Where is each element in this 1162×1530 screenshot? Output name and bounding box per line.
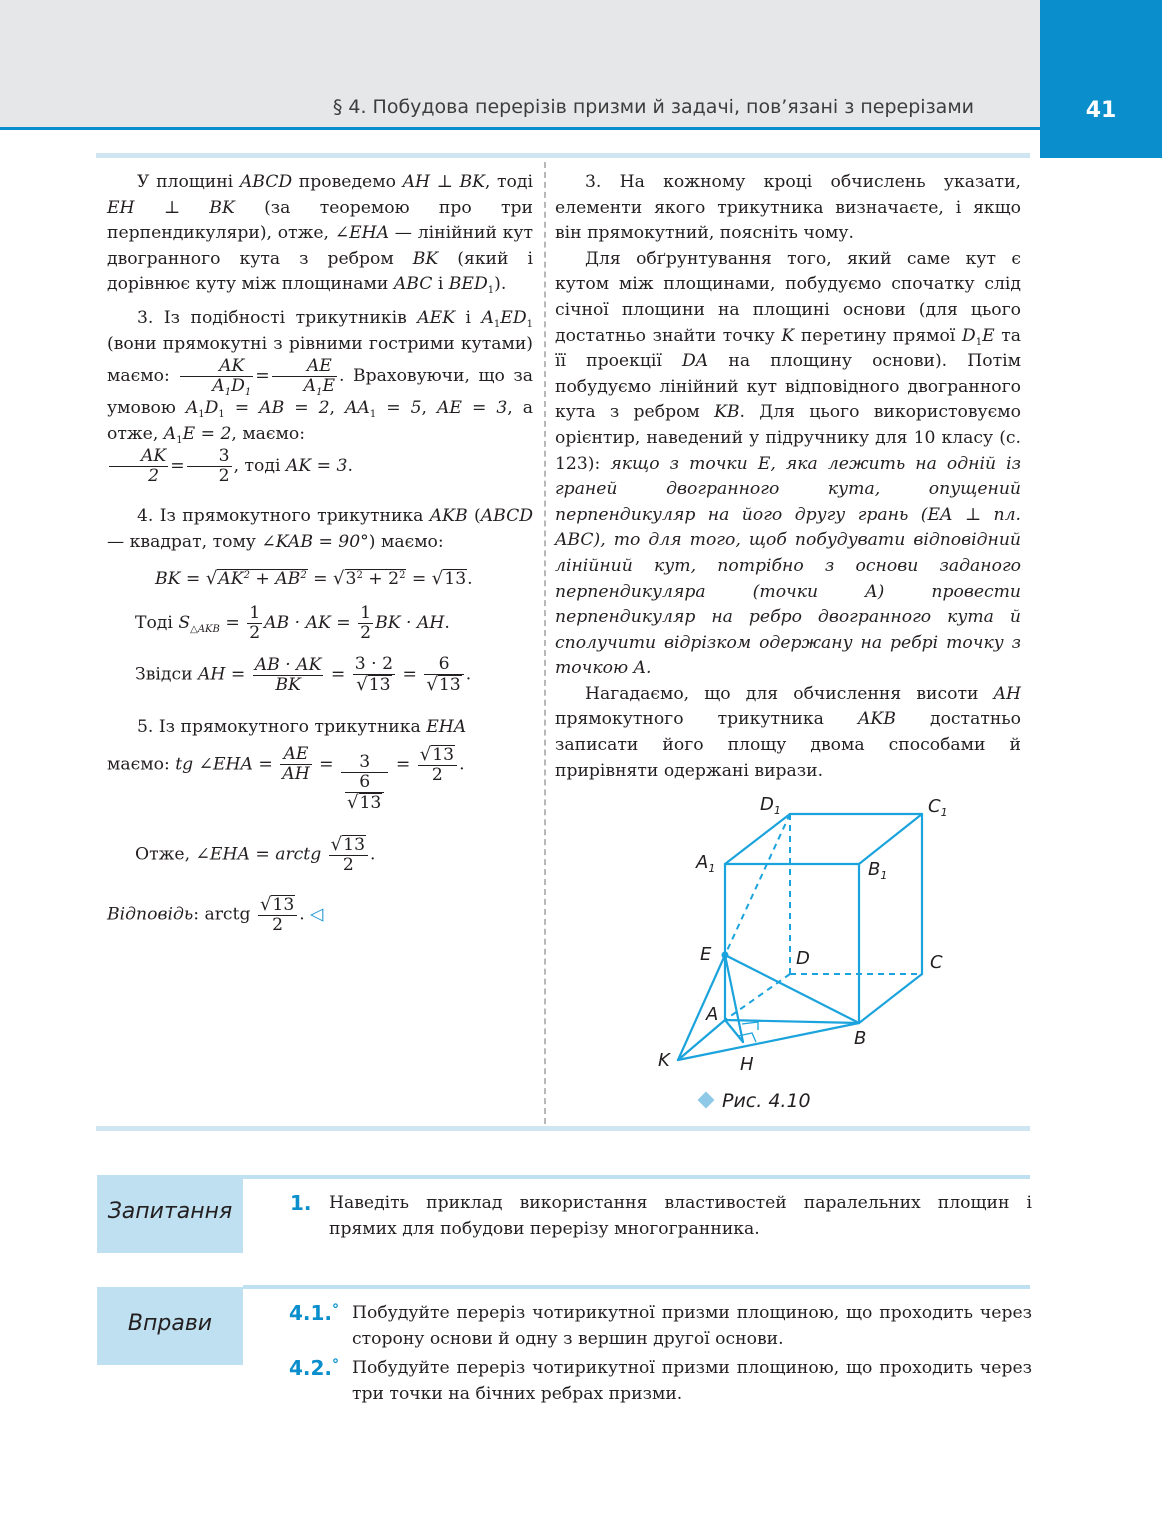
exercise-text-4-1: Побудуйте переріз чотирикутної призми площиною, що проходить через сторону основи й одну з вершин другої основи. [352,1303,1032,1349]
prism-figure [640,780,980,1120]
paragraph-step-3: 3. Із подібності трикутників AEK і $A_1ED_1$ (вони прямокутні з рівними гострими кутами) маємо: $\frac{AK}{A_1D_1}$ = $\frac{AE}{A_1E}$ . Враховуючи, що за умовою $A_1D_1$ = AB = 2, $AA_1 = 5$, AE = 3, а отже, $A_1E = 2$, маємо: $\frac{AK}{2}$ = $\frac{3}{2}$ , тоді AK = 3. [107,307,534,487]
column-divider [544,162,546,1124]
questions-label-box: Запитання [97,1175,243,1253]
label-A1: $A_1$ [696,852,716,875]
exercises-label-box: Вправи [97,1287,243,1365]
line-E-B [725,955,859,1023]
top-rule [96,153,1030,158]
end-of-solution-icon: ◁ [310,904,324,925]
fraction-half: $\frac{1}{2}$ [360,603,372,644]
fraction-ak-a1d1: $\frac{AK}{A_1D_1}$ [180,357,253,396]
left-column [107,170,533,935]
label-E: E [700,944,712,965]
fraction-ae-ah: $\frac{AE}{AH}$ [282,744,310,785]
paragraph-step-4: 4. Із прямокутного трикутника AKB (ABCD — квадрат, тому ∠KAB = 90°) маємо: [107,506,533,552]
label-H: H [740,1054,754,1075]
questions-rule [243,1175,1030,1179]
figure-caption: Рис. 4.10 [700,1090,811,1112]
label-D1: $D_1$ [760,794,781,817]
paragraph-step-3-note: 3. На кожному кроці обчислень указати, елементи якого трикутника визначаєте, і якщо він прямокутний, поясніть чому. [555,172,1021,244]
edge-A-B [725,1020,859,1023]
equation-tg: маємо: tg ∠EHA = $\frac{AE}{AH}$ = $\frac{3}{\frac{6}{√13}}$ = $\frac{√13}{2}$ . [107,743,465,813]
exercise-number-4-2: 4.2.° [289,1356,340,1380]
diamond-icon [698,1092,715,1109]
label-C: C [930,952,943,973]
fraction-6-sqrt13-b: $\frac{6}{√13}$ [424,655,463,695]
edge-B-C [859,974,922,1023]
fraction-half: $\frac{1}{2}$ [249,603,261,644]
label-D: D [796,948,810,969]
right-angle-mark-A [742,1022,758,1030]
fraction-6-sqrt13-a: $\frac{3 \cdot 2}{√13}$ [354,654,394,696]
edge-A1-D1 [725,814,790,864]
exercises-rule [243,1285,1030,1289]
fraction-3-2: $\frac{3}{2}$ [187,447,232,486]
hidden-line-D1-E [725,814,790,955]
equation-bk: BK = $√AK^2 + AB^2 = √3^2 + 2^2 = √13$. [155,567,473,589]
label-A: A [706,1004,719,1025]
paragraph-step-5: 5. Із прямокутного трикутника EHA [137,717,467,738]
paragraph-justification: Для обґрунтування того, який саме кут є кутом між площинами, побудуємо спочатку слід січної площини на площині основи (для цього достатньо знайти точку K перетину прямої $D_1E$ та її проекції DA на площину основи). Потім побудуємо лінійний кут відповідного двогранного кута з ребром KB. Для цього використовуємо орієнтир, наведений у підручнику для 10 класу (с. 123): якщо з точки E, яка лежить на одній із граней двогранного кута, опущений перпендикуляр на його другу грань (EA ⊥ пл. ABC), то для того, щоб побудувати відповідний лінійний кут, потрібно з основи заданого перпендикуляра (точки A) провести перпендикуляр на ребро двогранного кута й сполучити відрізком одержану на ребрі точку з точкою A. [555,248,1022,679]
fraction-sqrt13-2: $\frac{√13}{2}$ [418,745,457,785]
label-C1: $C_1$ [928,796,948,819]
fraction-sqrt13-2: $\frac{√13}{2}$ [258,895,297,935]
equation-ah: Звідси AH = $\frac{AB \cdot AK}{BK}$ = $\frac{3 \cdot 2}{√13}$ = $\frac{6}{√13}$ . [135,654,472,696]
label-B: B [854,1028,867,1049]
exercise-number-4-1: 4.1.° [289,1301,340,1325]
equation-conclusion: Отже, ∠EHA = arctg $\frac{√13}{2}$ . [135,833,376,875]
question-number: 1. [290,1191,312,1215]
fraction-ab-ak-bk: $\frac{AB \cdot AK}{BK}$ [254,654,322,695]
page-number: 41 [1085,98,1117,123]
paragraph-plane: У площині ABCD проведемо AH ⊥ BK, тоді EH ⊥ BK (за теоремою про три перпендикуляри), отже, ∠EHA — лінійний кут двогранного кута з ребром BK (який і дорівнює куту між площинами ABC і $BED_1$). [107,172,533,297]
line-K-B [678,1023,859,1060]
page-number-box [1040,0,1162,158]
edge-C1-B1 [859,814,922,864]
equation-area: Тоді $S_{\triangle AKB}$ = $\frac{1}{2}$ AB · AK = $\frac{1}{2}$ BK · AH. [135,603,450,644]
point-E [722,952,729,959]
fraction-sqrt13-2: $\frac{√13}{2}$ [329,835,368,875]
label-B1: $B_1$ [868,859,888,882]
fraction-ae-a1e: $\frac{AE}{A_1E}$ [272,357,337,396]
question-text: Наведіть приклад використання властивостей паралельних площин і прямих для побудови перерізу многогранника. [329,1193,1032,1239]
right-column [555,170,1021,784]
header-rule [0,127,1040,130]
fraction-3-6-sqrt13: $\frac{3}{\frac{6}{√13}}$ [341,753,388,813]
label-K: K [658,1050,670,1071]
line-E-H [725,955,743,1042]
line-A-K [678,1020,725,1060]
bottom-rule [96,1126,1030,1131]
running-title: § 4. Побудова перерізів призми й задачі, пов’язані з перерізами [332,96,974,118]
exercise-text-4-2: Побудуйте переріз чотирикутної призми площиною, що проходить через три точки на бічних ребрах призми. [352,1358,1032,1404]
paragraph-reminder: Нагадаємо, що для обчислення висоти AH прямокутного трикутника AKB достатньо записати його площу двома способами й прирівняти одержані вирази. [555,683,1021,781]
fraction-ak-2: $\frac{AK}{2}$ [109,447,168,486]
answer-line: Відповідь: arctg $\frac{√13}{2}$ . ◁ [107,893,324,935]
